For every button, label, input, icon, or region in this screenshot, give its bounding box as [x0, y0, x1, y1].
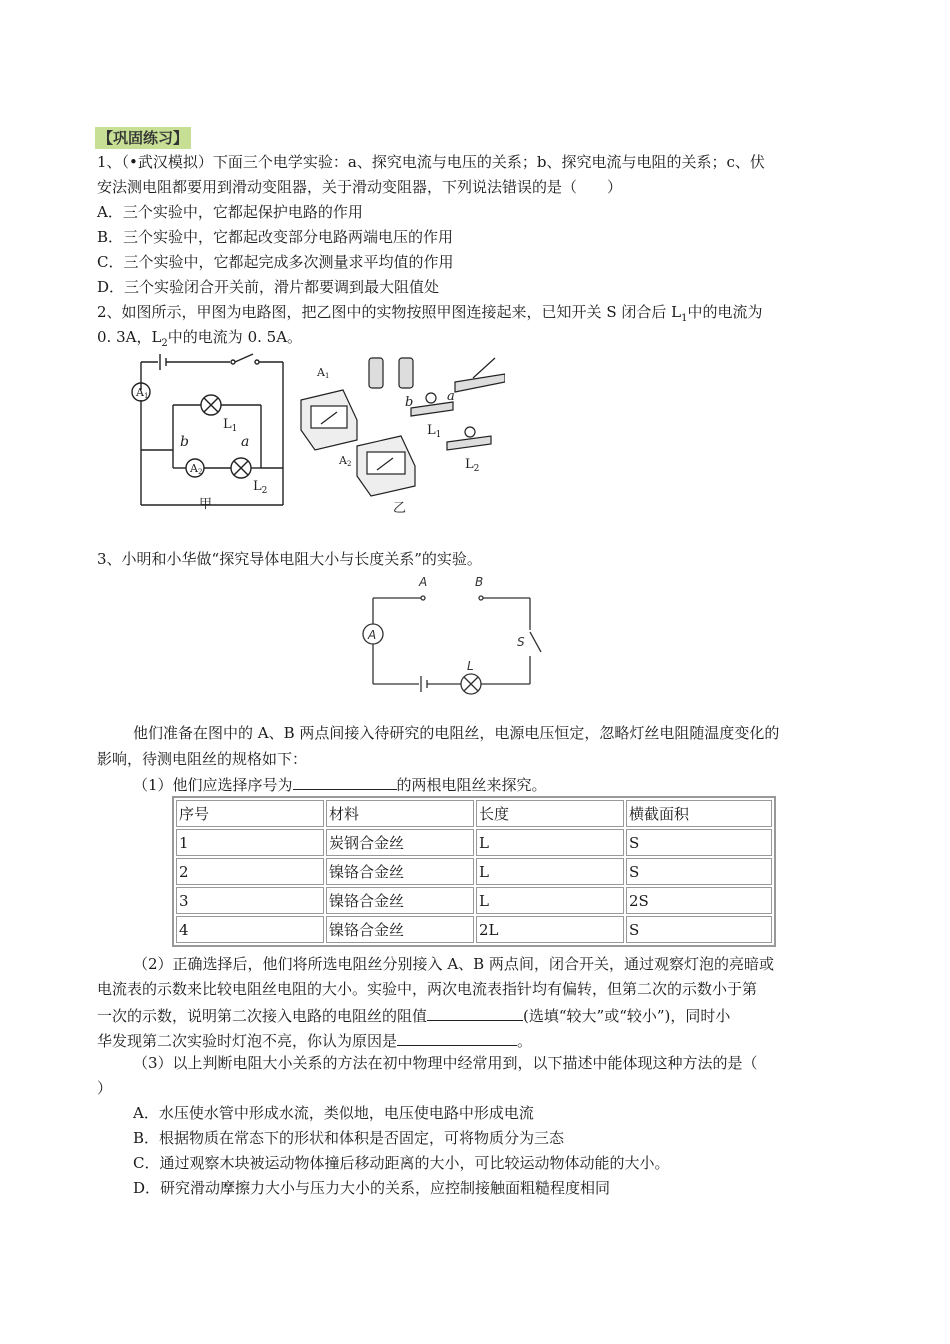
- q3-sub2-line-3: [97, 1004, 730, 1026]
- table-row: [176, 916, 772, 943]
- table-cell: 2L: [476, 916, 624, 943]
- table-cell: L: [476, 887, 624, 914]
- q3-switch-label: S: [517, 635, 525, 649]
- table-cell: S: [626, 858, 772, 885]
- q3-option-c: C．通过观察木块被运动物体撞后移动距离的大小，可比较运动物体动能的大小。: [133, 1154, 670, 1172]
- table-cell: S: [626, 829, 772, 856]
- fig-l1-label: $L_1$: [223, 417, 238, 434]
- q3-point-b-label: B: [475, 575, 484, 589]
- q2-line-1: [97, 302, 762, 329]
- q3-line-1: 3、小明和小华做“探究导体电阻大小与长度关系”的实验。: [97, 550, 482, 568]
- table-header-cell: 序号: [176, 800, 324, 827]
- table-cell: 2: [176, 858, 324, 885]
- table-cell: S: [626, 916, 772, 943]
- table-cell: 2S: [626, 887, 772, 914]
- q3-sub2-line-1: （2）正确选择后，他们将所选电阻丝分别接入 A、B 两点间，闭合开关，通过观察灯泡的亮暗或: [133, 955, 774, 973]
- table-row: [176, 858, 772, 885]
- fig-yi-l1-label: $L_1$: [427, 423, 442, 440]
- fig-l2-label: $L_2$: [253, 479, 268, 496]
- q3-sub2-l3-a: 一次的示数，说明第二次接入电路的电阻丝的阻值: [97, 1007, 428, 1025]
- q3-sub2-l3-b: (选填“较大”或“较小”)，同时小: [523, 1007, 731, 1025]
- table-cell: 炭钢合金丝: [326, 829, 474, 856]
- table-cell: L: [476, 829, 624, 856]
- table-cell: 1: [176, 829, 324, 856]
- q3-ammeter-label: A: [368, 628, 377, 642]
- table-cell: 镍铬合金丝: [326, 887, 474, 914]
- q3-sub1-a: （1）他们应选择序号为: [133, 776, 293, 794]
- fig-a-label: a: [241, 434, 250, 450]
- q2-circuit-figure: [125, 350, 505, 520]
- q1-line-2: 安法测电阻都要用到滑动变阻器，关于滑动变阻器，下列说法错误的是（ ）: [97, 178, 623, 196]
- q3-para-line-2: 影响，待测电阻丝的规格如下：: [97, 750, 308, 768]
- q3-sub1-answer-blank[interactable]: [293, 773, 397, 790]
- resistance-wire-spec-table: [172, 796, 776, 947]
- q3-sub2-answer-blank-1[interactable]: [427, 1004, 523, 1021]
- table-cell: 4: [176, 916, 324, 943]
- q2-l1-subscript: 1: [681, 313, 688, 324]
- fig-b-label: b: [180, 434, 189, 450]
- q1-option-d: D．三个实验闭合开关前，滑片都要调到最大阻值处: [97, 278, 440, 296]
- q3-option-d: D．研究滑动摩擦力大小与压力大小的关系，应控制接触面粗糙程度相同: [133, 1179, 611, 1197]
- fig-a1-label: A1: [136, 386, 149, 400]
- q3-sub2-answer-blank-2[interactable]: [397, 1029, 517, 1046]
- table-header-cell: 材料: [326, 800, 474, 827]
- q2-line-2-a: 0. 3A，L: [97, 328, 162, 346]
- fig-yi-b-label: b: [405, 395, 414, 410]
- q1-option-b: B．三个实验中，它都起改变部分电路两端电压的作用: [97, 228, 454, 246]
- q3-sub2-line-4: [97, 1029, 532, 1051]
- q3-sub1-b: 的两根电阻丝来探究。: [396, 776, 547, 794]
- table-header-cell: 长度: [476, 800, 624, 827]
- section-heading: 【巩固练习】: [95, 127, 191, 149]
- q3-option-b: B．根据物质在常态下的形状和体积是否固定，可将物质分为三态: [133, 1129, 565, 1147]
- fig-yi-a-label: a: [447, 389, 455, 404]
- q2-l2-subscript: 2: [161, 338, 168, 349]
- q3-circuit-figure: [355, 572, 545, 698]
- table-header-cell: 横截面积: [626, 800, 772, 827]
- q3-sub2-l4-a: 华发现第二次实验时灯泡不亮，你认为原因是: [97, 1032, 398, 1050]
- q3-sub3-line-2: ）: [97, 1079, 113, 1097]
- fig-yi-label: 乙: [393, 501, 407, 516]
- q2-line-2-b: 中的电流为 0. 5A。: [167, 328, 303, 346]
- table-cell: 3: [176, 887, 324, 914]
- q3-sub3-line-1: （3）以上判断电阻大小关系的方法在初中物理中经常用到，以下描述中能体现这种方法的是（: [133, 1054, 758, 1072]
- q3-lamp-label: L: [467, 659, 474, 673]
- q3-para-line-1: 他们准备在图中的 A、B 两点间接入待研究的电阻丝，电源电压恒定，忽略灯丝电阻随温度变化的: [133, 724, 780, 742]
- q3-point-a-label: A: [419, 575, 428, 589]
- q3-sub1: [133, 773, 547, 795]
- fig-a2-label: A2: [190, 462, 203, 476]
- table-cell: 镍铬合金丝: [326, 858, 474, 885]
- physical-apparatus-yi: [301, 358, 505, 496]
- table-cell: 镍铬合金丝: [326, 916, 474, 943]
- table-cell: L: [476, 858, 624, 885]
- fig-yi-a2-label: A2: [339, 454, 352, 468]
- fig-yi-l2-label: $L_2$: [465, 457, 480, 474]
- fig-yi-a1-label: A1: [317, 366, 330, 380]
- q3-sub2-l4-b: 。: [517, 1032, 533, 1050]
- q1-option-a: A．三个实验中，它都起保护电路的作用: [97, 203, 363, 221]
- fig-jia-label: 甲: [199, 497, 213, 512]
- table-header-row: [176, 800, 772, 827]
- table-row: [176, 829, 772, 856]
- q1-option-c: C．三个实验中，它都起完成多次测量求平均值的作用: [97, 253, 454, 271]
- q2-line-1-end: 中的电流为: [687, 303, 763, 321]
- q2-line-1-text: 2、如图所示，甲图为电路图，把乙图中的实物按照甲图连接起来，已知开关 S 闭合后 L: [97, 303, 682, 321]
- q3-sub2-line-2: 电流表的示数来比较电阻丝电阻的大小。实验中，两次电流表指针均有偏转，但第二次的示数小于第: [97, 980, 758, 998]
- q3-option-a: A．水压使水管中形成水流，类似地，电压使电路中形成电流: [133, 1104, 534, 1122]
- table-row: [176, 887, 772, 914]
- q1-line-1: 1、（•武汉模拟）下面三个电学实验：a、探究电流与电压的关系；b、探究电流与电阻的关系；c、伏: [97, 153, 765, 171]
